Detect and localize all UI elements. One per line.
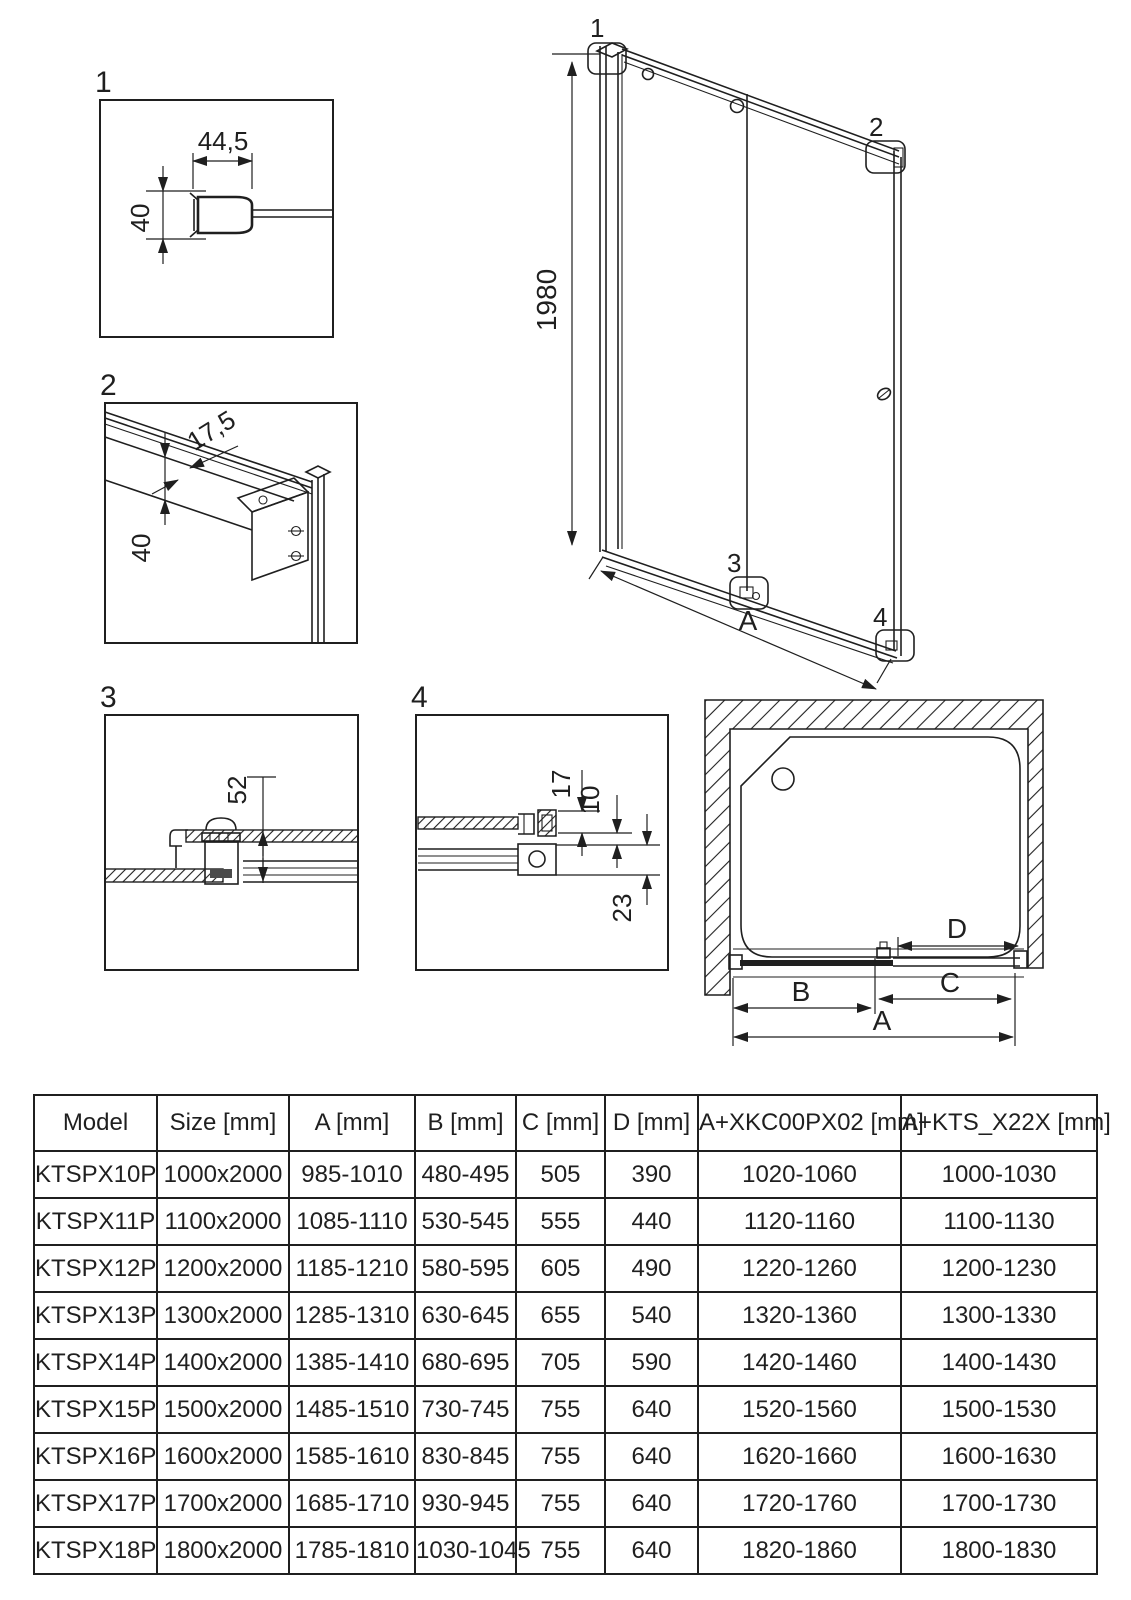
table-row	[34, 1480, 1097, 1527]
table-cell: 830-845	[415, 1433, 516, 1480]
table-cell: KTSPX14P	[34, 1339, 157, 1386]
table-row	[34, 1151, 1097, 1198]
table-cell: 1220-1260	[698, 1245, 901, 1292]
table-row	[34, 1433, 1097, 1480]
column-header: A+KTS_X22X [mm]	[901, 1095, 1097, 1151]
detail-2-offset-dim: 17,5	[181, 404, 241, 457]
table-cell: 1185-1210	[289, 1245, 415, 1292]
callout-1-box	[588, 43, 626, 74]
table-cell: 640	[605, 1480, 698, 1527]
table-cell: 705	[516, 1339, 605, 1386]
table-row	[34, 1198, 1097, 1245]
table-row	[34, 1527, 1097, 1574]
table-cell: 1700x2000	[157, 1480, 289, 1527]
table-cell: 1585-1610	[289, 1433, 415, 1480]
detail-2-label: 2	[100, 369, 117, 402]
table-cell: 555	[516, 1198, 605, 1245]
table-cell: KTSPX12P	[34, 1245, 157, 1292]
plan-dim-b: B	[791, 976, 811, 1007]
table-cell: 1800-1830	[901, 1527, 1097, 1574]
column-header: Size [mm]	[157, 1095, 289, 1151]
table-cell: 1800x2000	[157, 1527, 289, 1574]
table-cell: 1600-1630	[901, 1433, 1097, 1480]
table-cell: 1085-1110	[289, 1198, 415, 1245]
corner-bracket	[252, 492, 308, 580]
table-cell: 630-645	[415, 1292, 516, 1339]
table-cell: 1285-1310	[289, 1292, 415, 1339]
table-cell: 1000x2000	[157, 1151, 289, 1198]
table-cell: 1620-1660	[698, 1433, 901, 1480]
table-cell: 1030-1045	[415, 1527, 516, 1574]
table-cell: 985-1010	[289, 1151, 415, 1198]
elevation-callout-2: 2	[869, 112, 884, 142]
table-cell: 640	[605, 1527, 698, 1574]
table-cell: KTSPX17P	[34, 1480, 157, 1527]
table-cell: 640	[605, 1433, 698, 1480]
detail-2-height-dim: 40	[126, 533, 156, 563]
detail-drawing-3	[100, 681, 358, 970]
elevation-drawing	[531, 13, 914, 689]
table-row	[34, 1339, 1097, 1386]
table-cell: 590	[605, 1339, 698, 1386]
table-cell: 755	[516, 1433, 605, 1480]
table-cell: 755	[516, 1480, 605, 1527]
elevation-callout-1: 1	[590, 13, 605, 43]
table-cell: 1400x2000	[157, 1339, 289, 1386]
table-cell: KTSPX16P	[34, 1433, 157, 1480]
detail-1-width-dim: 44,5	[197, 126, 249, 156]
plan-dim-a: A	[872, 1005, 892, 1036]
table-cell: 1000-1030	[901, 1151, 1097, 1198]
column-header: Model	[34, 1095, 157, 1151]
table-cell: 1785-1810	[289, 1527, 415, 1574]
table-cell: 540	[605, 1292, 698, 1339]
table-cell: 1485-1510	[289, 1386, 415, 1433]
table-cell: 480-495	[415, 1151, 516, 1198]
table-row	[34, 1245, 1097, 1292]
table-cell: 1400-1430	[901, 1339, 1097, 1386]
table-cell: 755	[516, 1527, 605, 1574]
table-cell: 505	[516, 1151, 605, 1198]
elevation-callout-3: 3	[727, 548, 742, 578]
table-cell: 1420-1460	[698, 1339, 901, 1386]
detail-4-top-dim: 17	[546, 769, 576, 799]
table-cell: 1200x2000	[157, 1245, 289, 1292]
table-cell: 1200-1230	[901, 1245, 1097, 1292]
column-header: D [mm]	[605, 1095, 698, 1151]
spec-table	[33, 1094, 1111, 1575]
column-header: B [mm]	[415, 1095, 516, 1151]
table-cell: 930-945	[415, 1480, 516, 1527]
table-cell: 1500x2000	[157, 1386, 289, 1433]
table-cell: 1120-1160	[698, 1198, 901, 1245]
detail-3-height-dim: 52	[222, 775, 252, 805]
table-cell: KTSPX13P	[34, 1292, 157, 1339]
spec-table-body	[34, 1151, 1097, 1574]
plan-dim-c: C	[939, 967, 961, 998]
door-glass-section	[418, 817, 518, 829]
detail-4-middle-dim: 10	[575, 785, 605, 815]
table-cell: 390	[605, 1151, 698, 1198]
detail-drawing-1	[95, 66, 333, 337]
roller-cap	[206, 818, 236, 830]
detail-4-frame	[416, 715, 668, 970]
table-row	[34, 1292, 1097, 1339]
table-cell: 1520-1560	[698, 1386, 901, 1433]
column-header: C [mm]	[516, 1095, 605, 1151]
guide-block	[518, 844, 556, 875]
table-cell: 1385-1410	[289, 1339, 415, 1386]
table-cell: 680-695	[415, 1339, 516, 1386]
table-cell: 1500-1530	[901, 1386, 1097, 1433]
roller-1	[643, 69, 654, 80]
detail-drawing-4	[411, 681, 668, 970]
wall-profile-section	[198, 197, 252, 233]
table-cell: 1820-1860	[698, 1527, 901, 1574]
plan-view-drawing	[705, 700, 1043, 1046]
table-cell: 1720-1760	[698, 1480, 901, 1527]
table-cell: 490	[605, 1245, 698, 1292]
table-cell: KTSPX11P	[34, 1198, 157, 1245]
table-cell: 755	[516, 1386, 605, 1433]
table-cell: 1320-1360	[698, 1292, 901, 1339]
detail-1-label: 1	[95, 66, 112, 99]
detail-4-bottom-dim: 23	[607, 893, 637, 923]
wall-hatch	[705, 700, 1043, 995]
table-cell: 655	[516, 1292, 605, 1339]
table-cell: 1685-1710	[289, 1480, 415, 1527]
detail-drawing-2	[100, 369, 357, 643]
post-cap	[306, 466, 330, 478]
table-cell: 1700-1730	[901, 1480, 1097, 1527]
table-cell: 730-745	[415, 1386, 516, 1433]
table-cell: KTSPX10P	[34, 1151, 157, 1198]
plan-dim-d: D	[946, 913, 968, 944]
elevation-callout-4: 4	[873, 602, 888, 632]
table-cell: 1600x2000	[157, 1433, 289, 1480]
table-cell: KTSPX15P	[34, 1386, 157, 1433]
table-cell: 1300-1330	[901, 1292, 1097, 1339]
column-header: A+XKC00PX02 [mm]	[698, 1095, 901, 1151]
table-cell: 1100x2000	[157, 1198, 289, 1245]
seal-profile	[538, 810, 556, 836]
table-cell: 605	[516, 1245, 605, 1292]
table-cell: 580-595	[415, 1245, 516, 1292]
table-cell: KTSPX18P	[34, 1527, 157, 1574]
detail-4-label: 4	[411, 681, 428, 714]
detail-1-height-dim: 40	[125, 203, 155, 233]
detail-3-label: 3	[100, 681, 117, 714]
elevation-height-dim: 1980	[531, 268, 562, 332]
table-cell: 530-545	[415, 1198, 516, 1245]
elevation-width-dim: A	[738, 605, 758, 636]
table-cell: 640	[605, 1386, 698, 1433]
table-cell: 1100-1130	[901, 1198, 1097, 1245]
table-row	[34, 1386, 1097, 1433]
spec-table-header-row	[34, 1095, 1097, 1151]
shower-tray	[741, 737, 1020, 957]
table-cell: 1020-1060	[698, 1151, 901, 1198]
column-header: A [mm]	[289, 1095, 415, 1151]
table-cell: 440	[605, 1198, 698, 1245]
table-cell: 1300x2000	[157, 1292, 289, 1339]
drain	[772, 768, 794, 790]
